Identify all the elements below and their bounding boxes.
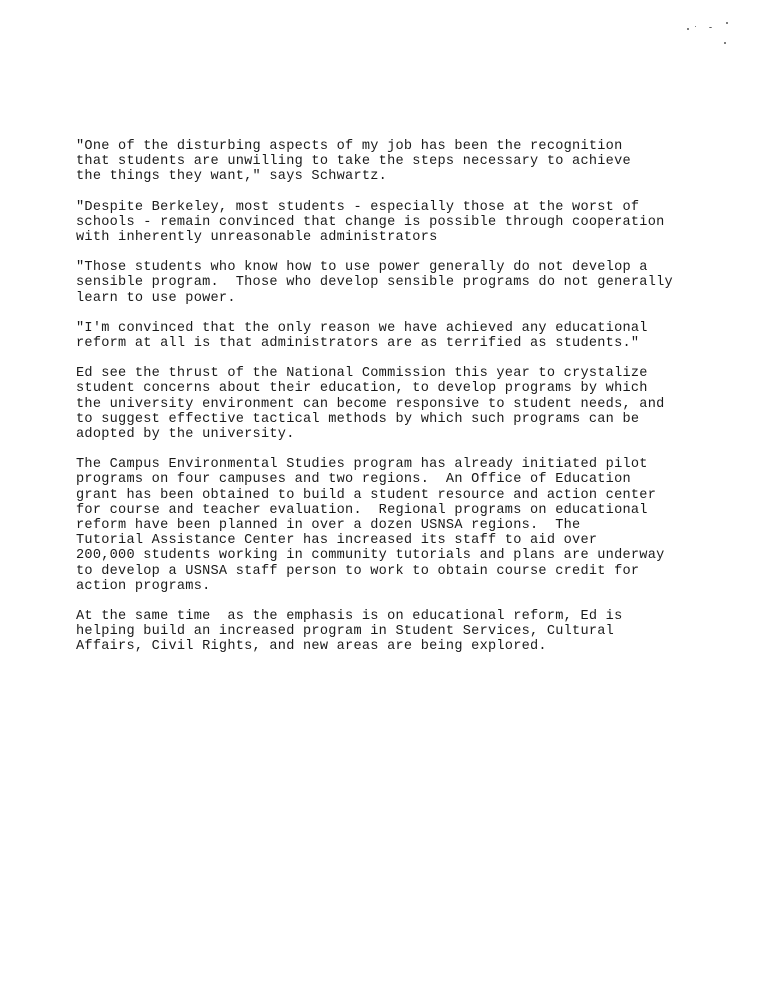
scan-speck <box>687 28 689 30</box>
paragraph-same-time <box>76 609 746 655</box>
text-line: learn to use power. <box>76 290 236 306</box>
text-line: Affairs, Civil Rights, and new areas are being explored. <box>76 639 547 655</box>
text-line: At the same time as the emphasis is on educational reform, Ed is <box>76 609 623 625</box>
text-line: student concerns about their education, to develop programs by which <box>76 381 648 397</box>
paragraph-campus-programs <box>76 457 746 594</box>
text-line: the things they want," says Schwartz. <box>76 169 388 185</box>
text-line: adopted by the university. <box>76 427 295 443</box>
paragraph-quote-reform <box>76 321 746 351</box>
text-line: action programs. <box>76 578 211 594</box>
text-line: programs on four campuses and two regions. An Office of Education <box>76 472 631 488</box>
paragraph-quote-power <box>76 260 746 306</box>
text-line: reform at all is that administrators are as terrified as students." <box>76 336 640 352</box>
text-line: sensible program. Those who develop sensible programs do not generally <box>76 275 673 291</box>
text-line: "I'm convinced that the only reason we have achieved any educational <box>76 320 648 336</box>
text-line: Tutorial Assistance Center has increased its staff to aid over <box>76 533 598 549</box>
text-line: reform have been planned in over a dozen USNSA regions. The <box>76 518 581 534</box>
text-line: that students are unwilling to take the steps necessary to achieve <box>76 154 631 170</box>
text-line: to suggest effective tactical methods by which such programs can be <box>76 411 640 427</box>
document-body <box>76 139 746 670</box>
text-line: to develop a USNSA staff person to work to obtain course credit for <box>76 563 640 579</box>
text-line: 200,000 students working in community tutorials and plans are underway <box>76 548 665 564</box>
text-line: helping build an increased program in Student Services, Cultural <box>76 624 615 640</box>
text-line: Ed see the thrust of the National Commission this year to crystalize <box>76 366 648 382</box>
text-line: for course and teacher evaluation. Regional programs on educational <box>76 502 648 518</box>
scan-speck <box>695 26 696 27</box>
text-line: The Campus Environmental Studies program has already initiated pilot <box>76 457 648 473</box>
text-line: "One of the disturbing aspects of my job has been the recognition <box>76 139 623 154</box>
text-line: the university environment can become responsive to student needs, and <box>76 396 665 412</box>
scan-speck <box>709 27 712 28</box>
paragraph-quote-berkeley <box>76 200 746 246</box>
text-line: "Those students who know how to use power generally do not develop a <box>76 260 648 276</box>
text-line: schools - remain convinced that change is possible through cooperation <box>76 214 665 230</box>
text-line: "Despite Berkeley, most students - especially those at the worst of <box>76 199 640 215</box>
paragraph-national-commission <box>76 366 746 442</box>
paragraph-quote-schwartz <box>76 139 746 185</box>
text-line: with inherently unreasonable administrators <box>76 230 438 246</box>
scan-speck <box>726 22 728 24</box>
scan-specks <box>673 0 763 60</box>
text-line: grant has been obtained to build a student resource and action center <box>76 487 657 503</box>
scan-speck <box>724 42 726 44</box>
